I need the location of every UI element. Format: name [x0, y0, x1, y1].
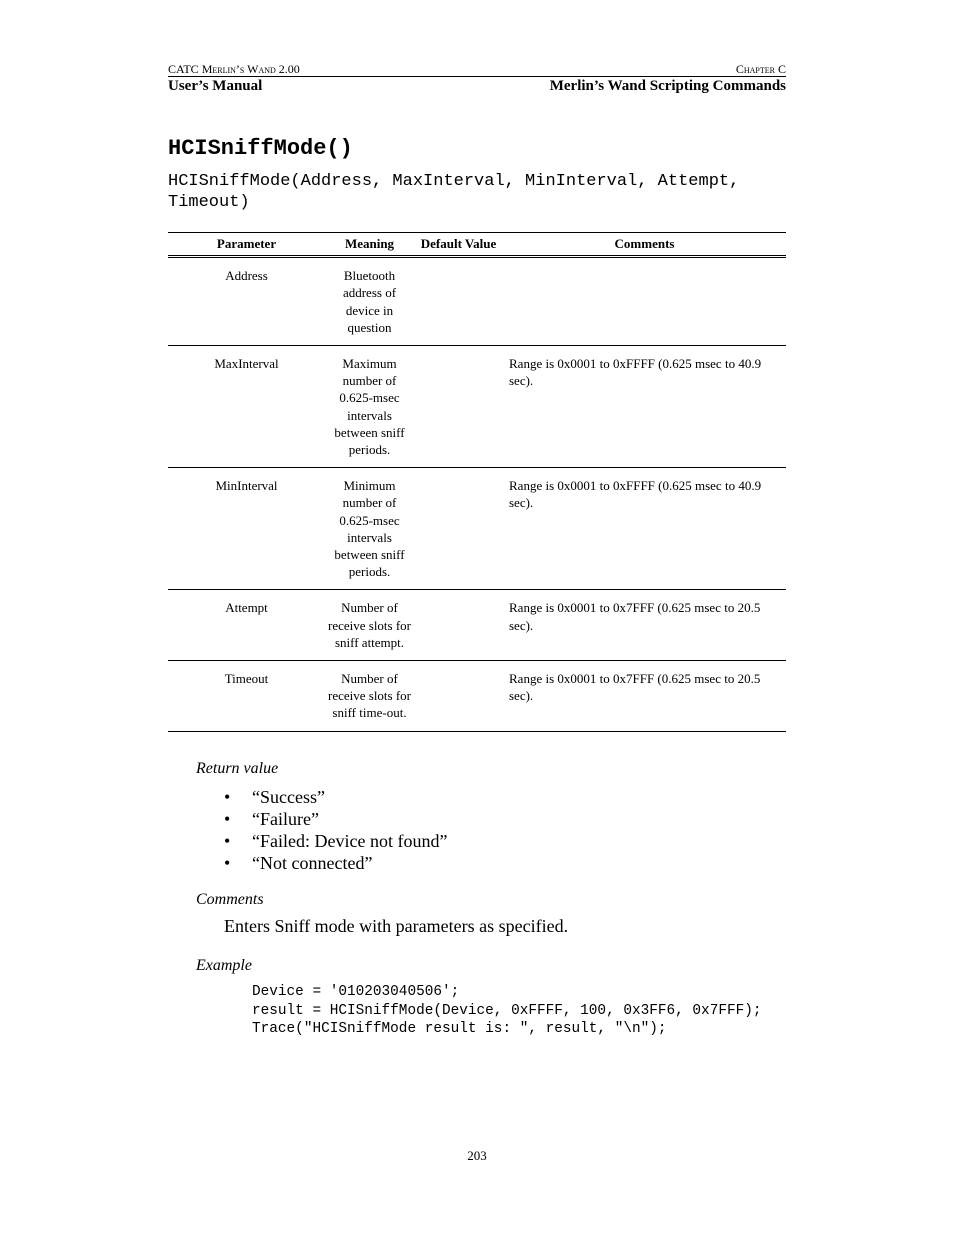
param-name: MinInterval	[168, 468, 325, 590]
param-name: Address	[168, 257, 325, 346]
header-section: Merlin’s Wand Scripting Commands	[549, 78, 786, 94]
header-rule	[168, 76, 786, 77]
example-code	[252, 983, 762, 1039]
param-default	[414, 661, 503, 732]
table-row	[168, 257, 786, 346]
param-meaning: Maximum number of 0.625-msec intervals between sniff periods.	[325, 346, 414, 468]
param-meaning: Minimum number of 0.625-msec intervals between sniff periods.	[325, 468, 414, 590]
param-comments: Range is 0x0001 to 0x7FFF (0.625 msec to 20.5 sec).	[503, 590, 786, 661]
comments-heading: Comments	[196, 891, 264, 908]
list-item: • “Failed: Device not found”	[224, 830, 447, 852]
param-name: Timeout	[168, 661, 325, 732]
table-row	[168, 661, 786, 732]
param-meaning: Bluetooth address of device in question	[325, 257, 414, 346]
header-parameter: Parameter	[168, 233, 325, 257]
code-line: Device = '010203040506';	[252, 984, 460, 1000]
comments-text: Enters Sniff mode with parameters as specified.	[224, 916, 569, 936]
table-row	[168, 468, 786, 590]
list-item: • “Success”	[224, 786, 447, 808]
param-default	[414, 468, 503, 590]
param-comments	[503, 257, 786, 346]
return-value-list	[224, 786, 447, 874]
header-product: CATC Merlin’s Wand 2.00	[168, 62, 300, 76]
param-comments: Range is 0x0001 to 0x7FFF (0.625 msec to 20.5 sec).	[503, 661, 786, 732]
param-default	[414, 590, 503, 661]
page-title: HCISniffMode()	[168, 136, 353, 161]
example-heading: Example	[196, 957, 252, 974]
code-line: result = HCISniffMode(Device, 0xFFFF, 100, 0x3FF6, 0x7FFF);	[252, 1002, 762, 1019]
return-value-heading: Return value	[196, 760, 279, 777]
list-item: • “Failure”	[224, 808, 447, 830]
parameter-table	[168, 232, 786, 732]
param-default	[414, 257, 503, 346]
param-meaning: Number of receive slots for sniff attempt.	[325, 590, 414, 661]
param-default	[414, 346, 503, 468]
header-meaning: Meaning	[325, 233, 414, 257]
header-manual: User’s Manual	[168, 78, 263, 94]
header-chapter: Chapter C	[735, 62, 786, 76]
param-meaning: Number of receive slots for sniff time-out.	[325, 661, 414, 732]
code-line: Trace("HCISniffMode result is: ", result, "\n");	[252, 1021, 667, 1038]
param-comments: Range is 0x0001 to 0xFFFF (0.625 msec to 40.9 sec).	[503, 468, 786, 590]
param-name: MaxInterval	[168, 346, 325, 468]
header-comments: Comments	[503, 233, 786, 257]
param-comments: Range is 0x0001 to 0xFFFF (0.625 msec to 40.9 sec).	[503, 346, 786, 468]
table-header-row	[168, 233, 786, 257]
table-row	[168, 590, 786, 661]
table-row	[168, 346, 786, 468]
page-number: 203	[467, 1148, 487, 1163]
param-name: Attempt	[168, 590, 325, 661]
header-default-value: Default Value	[414, 233, 503, 257]
function-signature: HCISniffMode(Address, MaxInterval, MinInterval, Attempt, Timeout)	[168, 172, 740, 212]
list-item: • “Not connected”	[224, 852, 447, 874]
